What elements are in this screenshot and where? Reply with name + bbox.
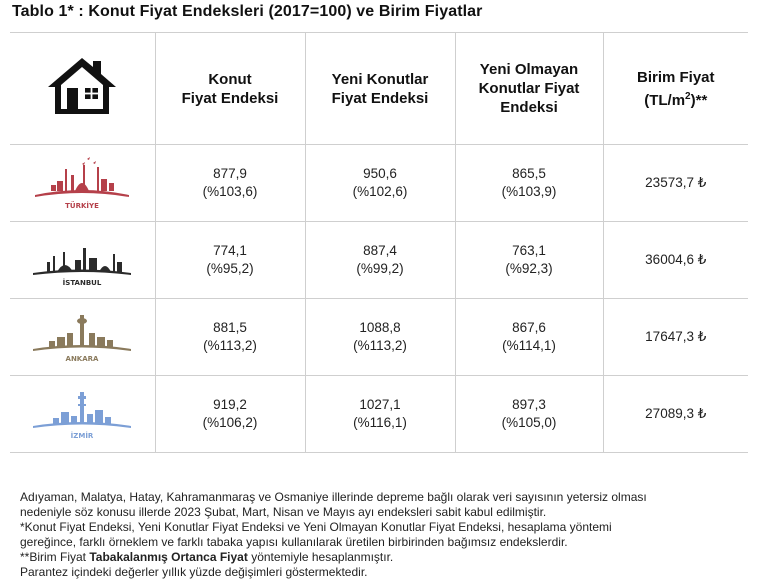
header-yeni-olmayan <box>455 33 603 145</box>
kfe-cell: 919,2 (%106,2) <box>155 376 305 453</box>
istanbul-skyline-icon <box>27 232 137 288</box>
header-label: Birim Fiyat <box>636 68 715 86</box>
table-header-row <box>10 33 748 145</box>
price-index-table-wrapper <box>10 32 748 453</box>
city-cell <box>10 222 155 299</box>
yeni-cell: 1027,1 (%116,1) <box>305 376 455 453</box>
city-cell <box>10 299 155 376</box>
birim-fiyat-cell: 23573,7 ₺ <box>603 145 748 222</box>
yeni-olmayan-cell: 867,6 (%114,1) <box>455 299 603 376</box>
header-yeni-konutlar <box>305 33 455 145</box>
header-label: Fiyat Endeksi <box>331 89 429 107</box>
price-index-table <box>10 32 748 453</box>
yeni-cell: 887,4 (%99,2) <box>305 222 455 299</box>
city-cell <box>10 376 155 453</box>
ankara-skyline-icon <box>27 309 137 365</box>
header-icon-cell <box>10 33 155 145</box>
header-konut-fiyat-endeksi <box>155 33 305 145</box>
header-birim-fiyat <box>603 33 748 145</box>
yeni-olmayan-cell: 865,5 (%103,9) <box>455 145 603 222</box>
footnote-line: **Birim Fiyat Tabakalanmış Ortanca Fiyat yöntemiyle hesaplanmıştır. <box>20 550 394 564</box>
city-cell <box>10 145 155 222</box>
kfe-cell: 877,9 (%103,6) <box>155 145 305 222</box>
turkiye-skyline-icon <box>27 155 137 211</box>
footnote-line: gereğince, farklı örneklem ve farklı tabaka yapısı kullanılarak üretilen birbirinden bağımsız endekslerdir. <box>20 535 568 549</box>
yeni-olmayan-cell: 897,3 (%105,0) <box>455 376 603 453</box>
yeni-olmayan-cell: 763,1 (%92,3) <box>455 222 603 299</box>
table-row-ankara <box>10 299 748 376</box>
footnote-line: *Konut Fiyat Endeksi, Yeni Konutlar Fiyat Endeksi ve Yeni Olmayan Konutlar Fiyat Endeksi, hesaplama yöntemi <box>20 520 612 534</box>
yeni-cell: 950,6 (%102,6) <box>305 145 455 222</box>
header-unit: $(TL/m^2)**$ <box>644 90 708 109</box>
header-label: Fiyat Endeksi <box>181 89 279 107</box>
table-row-istanbul <box>10 222 748 299</box>
footnote-line: nedeniyle söz konusu illerde 2023 Şubat, Mart, Nisan ve Mayıs ayı endeksleri sabit kabul edilmiştir. <box>20 505 547 519</box>
house-icon <box>45 55 119 117</box>
city-label: İSTANBUL <box>62 279 102 287</box>
table-row-izmir <box>10 376 748 453</box>
kfe-cell: 881,5 (%113,2) <box>155 299 305 376</box>
page-title: Tablo 1* : Konut Fiyat Endeksleri (2017=100) ve Birim Fiyatlar <box>12 3 483 20</box>
birim-fiyat-cell: 27089,3 ₺ <box>603 376 748 453</box>
footnotes <box>20 490 760 580</box>
header-label: Yeni Konutlar <box>331 70 429 88</box>
city-label: ANKARA <box>65 355 99 363</box>
table-row-turkiye <box>10 145 748 222</box>
header-label: Endeksi <box>500 99 558 116</box>
city-label: İZMİR <box>70 432 94 440</box>
footnote-line: Adıyaman, Malatya, Hatay, Kahramanmaraş ve Osmaniye illerinde depreme bağlı olarak veri sayısının yetersiz olması <box>20 490 647 504</box>
kfe-cell: 774,1 (%95,2) <box>155 222 305 299</box>
city-label: TÜRKİYE <box>65 202 100 210</box>
birim-fiyat-cell: 36004,6 ₺ <box>603 222 748 299</box>
header-label: Konut <box>208 70 252 88</box>
header-label: Konutlar Fiyat <box>478 80 580 97</box>
footnote-line: Parantez içindeki değerler yıllık yüzde değişimleri göstermektedir. <box>20 565 368 579</box>
birim-fiyat-cell: 17647,3 ₺ <box>603 299 748 376</box>
izmir-skyline-icon <box>27 386 137 442</box>
yeni-cell: 1088,8 (%113,2) <box>305 299 455 376</box>
header-label: Yeni Olmayan <box>479 61 579 78</box>
